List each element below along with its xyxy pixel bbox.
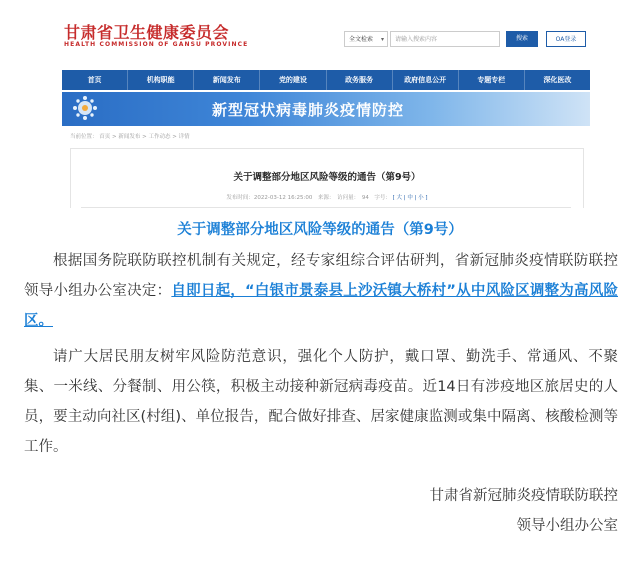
nav-item-topics[interactable]: 专题专栏 (459, 70, 525, 90)
nav-item-disclosure[interactable]: 政府信息公开 (393, 70, 459, 90)
signature-org: 甘肃省新冠肺炎疫情联防联控 (429, 488, 618, 504)
article-card (70, 148, 584, 208)
article-paragraph-1 (24, 246, 618, 336)
nav-item-functions[interactable]: 机构职能 (128, 70, 194, 90)
search-input[interactable]: 请输入搜索内容 (390, 31, 500, 47)
nav-item-news[interactable]: 新闻发布 (194, 70, 260, 90)
card-meta-text: 发布时间：2022-03-12 16:25:00 来源： 访问量： 94 字号： (226, 195, 391, 201)
card-meta (71, 193, 583, 201)
oa-login-button[interactable]: OA登录 (546, 31, 586, 47)
signature-office: 领导小组办公室 (516, 518, 618, 534)
site-header (62, 8, 590, 64)
article-paragraph-2: 请广大居民朋友树牢风险防范意识，强化个人防护，戴口罩、勤洗手、常通风、不聚集、一米线、分餐制、用公筷，积极主动接种新冠病毒疫苗。近14日有涉疫地区旅居史的人员，要主动向社区(村组)、单位报告，配合做好排查、居家健康监测或集中隔离、核酸检测等工作。 (24, 349, 618, 455)
chevron-down-icon: ▾ (380, 36, 384, 43)
card-title: 关于调整部分地区风险等级的通告（第9号） (233, 172, 421, 183)
nav-item-services[interactable]: 政务服务 (327, 70, 393, 90)
website-screenshot (62, 8, 590, 208)
nav-item-reform[interactable]: 深化医改 (543, 76, 572, 84)
font-size-links[interactable]: [ 大 | 中 | 小 ] (392, 195, 428, 201)
site-logo[interactable]: 甘肃省卫生健康委员会 (64, 23, 230, 42)
breadcrumb[interactable]: 当前位置： 首页 > 新闻发布 > 工作动态 > 详情 (70, 134, 190, 140)
epidemic-banner[interactable] (62, 92, 590, 126)
article-title: 关于调整部分地区风险等级的通告（第9号） (177, 222, 463, 238)
highlighted-decision: 自即日起，“白银市景泰县上沙沃镇大桥村”从中风险区调整为高风险区。 (24, 283, 618, 329)
nav-item-home[interactable]: 首页 (62, 70, 128, 90)
main-nav (62, 70, 590, 90)
card-divider (81, 207, 571, 208)
site-logo-english: HEALTH COMMISSION OF GANSU PROVINCE (64, 41, 249, 48)
nav-item-party[interactable]: 党的建设 (260, 70, 326, 90)
search-button[interactable]: 搜索 (506, 31, 538, 47)
search-scope-select[interactable] (344, 31, 388, 47)
banner-title: 新型冠状病毒肺炎疫情防控 (212, 101, 405, 119)
paragraph-1-text: 根据国务院联防联控机制有关规定，经专家组综合评估研判，省新冠肺炎疫情联防联控领导小组办公室决定： (24, 253, 618, 299)
virus-icon (72, 95, 98, 121)
search-scope-label: 全文检索 (349, 36, 374, 43)
